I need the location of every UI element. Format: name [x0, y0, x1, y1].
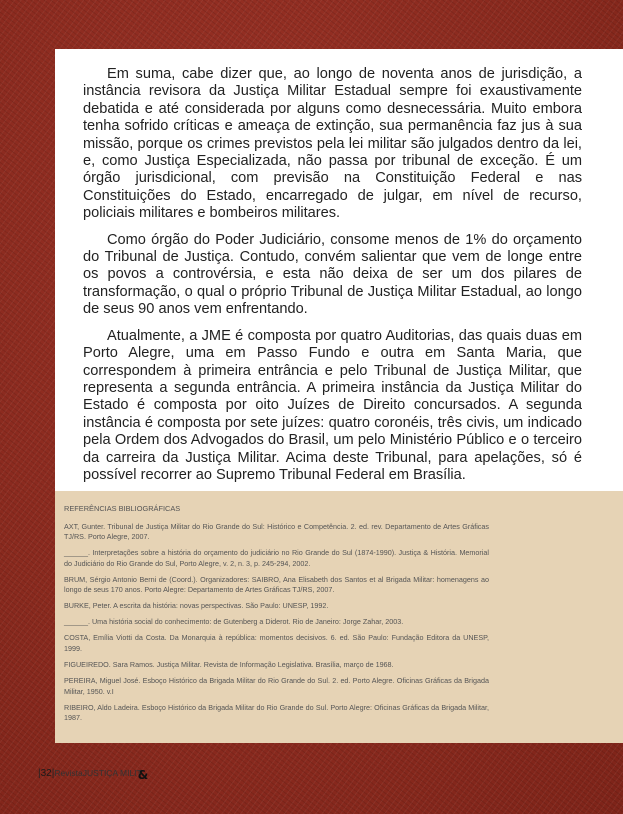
reference-item: ______. Interpretações sobre a história do orçamento do judiciário no Rio Grande do Sul (1874-1990). Justiça & História. Memorial do Judiciário do Rio Grande do Sul, Porto Alegre, v. 2, n. 3, p. 245-294, 2002. [64, 548, 489, 568]
page-number: 32 [40, 768, 52, 779]
magazine-ampersand: & [137, 768, 149, 782]
reference-item: AXT, Gunter. Tribunal de Justiça Militar do Rio Grande do Sul: Histórico e Competência. 2. ed. rev. Departamento de Artes Gráficas TJ/RS. Porto Alegre, 2007. [64, 521, 489, 541]
reference-item: FIGUEIREDO. Sara Ramos. Justiça Militar. Revista de Informação Legislativa. Brasília, março de 1968. [64, 660, 394, 670]
paragraph: Atualmente, a JME é composta por quatro Auditorias, das quais duas em Porto Alegre, uma em Passo Fundo e outra em Santa Maria, que correspondem à primeira entrância e pelo Tribunal de Justiça Militar, que representa a segunda entrância. A primeira instância da Justiça Militar do Estado é composta por oito Juízes de Direito concursados. A segunda instância é composta por sete juízes: quatro coronéis, três civis, um indicado pela Ordem dos Advogados do Brasil, um pelo Ministério Público e o terceiro da carreira da Justiça Militar. Acima deste Tribunal, para apelações, só é possível recorrer ao Supremo Tribunal Federal em Brasília. [83, 327, 582, 483]
reference-item: BURKE, Peter. A escrita da história: novas perspectivas. São Paulo: UNESP, 1992. [64, 601, 329, 611]
reference-item: RIBEIRO, Aldo Ladeira. Esboço Histórico da Brigada Militar do Rio Grande do Sul. Porto Alegre: Oficinas Gráficas da Brigada Militar, 1987. [64, 702, 489, 723]
footer-divider: | [38, 768, 41, 779]
references-section [64, 504, 489, 729]
magazine-prefix: Revista [54, 768, 83, 778]
magazine-name: JUSTIÇA MILIT [82, 768, 142, 778]
article-body [83, 66, 582, 493]
reference-item: PEREIRA, Miguel José. Esboço Histórico da Brigada Militar do Rio Grande do Sul. 2. ed. Porto Alegre. Oficinas Gráficas da Brigada Militar, 1950. v.I [64, 676, 489, 696]
page-footer [38, 765, 152, 781]
reference-item: ______. Uma história social do conhecimento: de Gutenberg a Diderot. Rio de Janeiro: Jorge Zahar, 2003. [64, 617, 404, 627]
paragraph: Em suma, cabe dizer que, ao longo de noventa anos de jurisdição, a instância revisora da Justiça Militar Estadual sempre foi exaustivamente debatida e até considerada por alguns como desnecessária. Muito embora tenha sofrido críticas e ameaça de extinção, sua permanência faz jus à sua missão, porque os crimes previstos pela lei militar são julgados dentro da lei, e, como Justiça Especializada, não passa por tribunal de exceção. É um órgão jurisdicional, com previsão na Constituição Federal e nas Constituições do Estado, encarregado de julgar, em nível de recurso, policiais militares e bombeiros militares. [83, 66, 582, 222]
reference-item: COSTA, Emília Viotti da Costa. Da Monarquia à república: momentos decisivos. 6. ed. São Paulo: Fundação Editora da UNESP, 1999. [64, 633, 489, 653]
footer-divider: | [51, 768, 55, 779]
paragraph: Como órgão do Poder Judiciário, consome menos de 1% do orçamento do Tribunal de Justiça. Contudo, convém salientar que vem de longe entre os povos a controvérsia, e esta não deixa de ser um dos pilares de transformação, o qual o próprio Tribunal de Justiça Militar Estadual, ao longo de seus 90 anos vem enfrentando. [83, 231, 582, 318]
reference-item: BRUM, Sérgio Antonio Berni de (Coord.). Organizadores: SAIBRO, Ana Elisabeth dos Santos et al Brigada Militar: homenagens ao longo de seus 170 anos. Porto Alegre: Departamento de Artes Gráficas TJ/RS, 2007. [64, 574, 489, 595]
references-title: REFERÊNCIAS BIBLIOGRÁFICAS [64, 504, 181, 513]
